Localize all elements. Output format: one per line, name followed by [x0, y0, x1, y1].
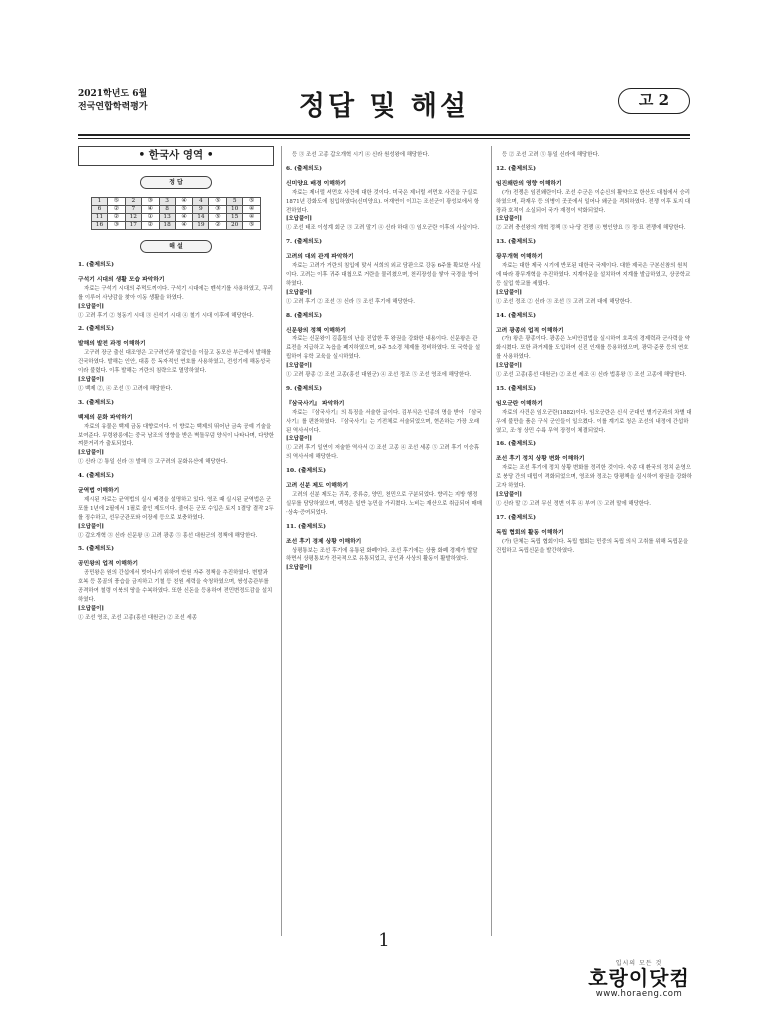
answer-cell: ⑤ — [108, 198, 126, 206]
wrong-answer-label: [오답풀이] — [286, 565, 312, 572]
question-number: 10. (출제의도) — [286, 468, 326, 475]
question-topic: 신미양요 배경 이해하기 — [286, 180, 347, 187]
question-number: 15. (출제의도) — [496, 385, 536, 392]
question-number: 5. (출제의도) — [78, 546, 114, 553]
explanation-text: 자료는 제너럴 셔먼호 사건에 대한 것이다. 미국은 제너럴 셔먼호 사건을 구실로 1871년 강화도에 침입하였다(신미양요). 어재연이 이끄는 조선군이 광성보에서 항전하였다. — [286, 189, 480, 214]
question-number-cell: 7 — [125, 206, 141, 214]
question-number: 11. (출제의도) — [286, 523, 326, 530]
logo-url: www.horaeng.com — [595, 989, 683, 999]
explanation-item — [286, 467, 482, 518]
question-number: 12. (출제의도) — [496, 165, 536, 172]
explanation-text: 제시된 자료는 균역법의 실시 배경을 설명하고 있다. 영조 때 실시된 균역법은 군포를 1년에 2필에서 1필로 줄인 제도이다. 줄어든 군포 수입은 토지 1결당 결작 2두를 징수하고, 선무군관포와 어장세 등으로 보충하였다. — [78, 496, 274, 521]
question-number-cell: 15 — [227, 214, 243, 222]
grade-badge: 고 2 — [618, 88, 690, 114]
answer-label: 정 답 — [140, 176, 212, 189]
answer-cell: ② — [141, 222, 159, 230]
section-banner: • 한국사 영역 • — [78, 146, 274, 166]
answer-cell: ④ — [175, 214, 193, 222]
answer-cell: ① — [141, 214, 159, 222]
question-number: 3. (출제의도) — [78, 399, 114, 406]
header-rule-thick — [78, 134, 690, 136]
question-number-cell: 2 — [125, 198, 141, 206]
question-number: 9. (출제의도) — [286, 385, 322, 392]
explanation-text: 자료의 유물은 백제 금동 대향로이다. 이 향로는 백제의 뛰어난 금속 공예 기술을 보여준다. 무령왕릉에는 중국 남조의 영향을 받은 벽돌무덤 양식이 나타나며, 다양한 껴묻거리가 출토되었다. — [78, 423, 274, 448]
explanation-text: 고구려 장군 출신 대조영은 고구려인과 말갈인을 이끌고 동모산 부근에서 발해를 건국하였다. 발해는 인안, 대흥 등 독자적인 연호를 사용하였고, 전성기에 해동성국이라 불렸다. 이후 발해는 거란의 침략으로 멸망하였다. — [78, 350, 272, 375]
question-topic: 고려 광종의 업적 이해하기 — [496, 327, 564, 334]
explanation-item — [496, 151, 692, 160]
question-topic: 조선 후기 정치 상황 변화 이해하기 — [496, 456, 585, 463]
explanation-item — [78, 325, 274, 393]
wrong-answer-text: ① 조선 고종(흥선 대원군) ② 조선 세조 ④ 신라 법흥왕 ⑤ 조선 고종에 해당한다. — [496, 372, 687, 379]
question-number-cell: 6 — [92, 206, 108, 214]
answer-cell: ④ — [243, 214, 261, 222]
question-topic: 임진왜란의 영향 이해하기 — [496, 180, 562, 187]
question-topic: 광무개혁 이해하기 — [496, 254, 543, 261]
page-number: 1 — [378, 930, 390, 951]
explanation-text: 자료는 대한 제국 시기에 반포된 대한국 국제이다. 대한 제국은 구본신참의 원칙에 따라 광무개혁을 추진하였다. 지계아문을 설치하여 지계를 발급하였고, 상공학교 등 실업 학교를 세웠다. — [496, 263, 691, 287]
question-number-cell: 17 — [125, 222, 141, 230]
explanation-text: 자료의 사건은 임오군란(1882)이다. 임오군란은 신식 군대인 별기군과의 차별 대우에 불만을 품은 구식 군인들이 일으켰다. 이를 계기로 청은 조선의 내정에 간섭하였고, 조·청 상민 수륙 무역 장정이 체결되었다. — [496, 409, 692, 434]
question-number: 13. (출제의도) — [496, 239, 536, 246]
column-divider — [281, 146, 282, 936]
question-topic: 임오군란 이해하기 — [496, 400, 543, 407]
explanation-item — [496, 165, 692, 233]
explanation-item — [78, 472, 274, 540]
question-number: 1. (출제의도) — [78, 262, 114, 268]
logo-slogan: 입시의 모든 것 — [615, 960, 663, 967]
question-number-cell: 20 — [227, 222, 243, 230]
question-number-cell: 16 — [92, 222, 108, 230]
wrong-answer-text: ① 고려 광종 ② 조선 고종(흥선 대원군) ④ 조선 정조 ⑤ 조선 영조에 해당한다. — [286, 372, 472, 379]
logo-brand: 호랑이닷컴 — [588, 966, 690, 990]
exam-year-month: 2021학년도 6월 — [78, 89, 148, 99]
answer-cell: ④ — [141, 206, 159, 214]
answer-cell: ④ — [175, 198, 193, 206]
explanation-item — [78, 545, 274, 622]
explanation-item — [286, 523, 482, 574]
answer-cell: ③ — [141, 198, 159, 206]
answer-cell: ② — [209, 222, 227, 230]
answer-cell: ② — [108, 206, 126, 214]
question-number: 17. (출제의도) — [496, 514, 536, 521]
wrong-answer-text: ① 신라 ② 통일 신라 ③ 발해 ⑤ 고구려의 문화유산에 해당한다. — [78, 459, 228, 466]
answer-cell: ③ — [108, 222, 126, 230]
question-number-cell: 10 — [227, 206, 243, 214]
answer-cell: ⑤ — [209, 214, 227, 222]
explanation-item — [496, 238, 692, 306]
question-topic: 『삼국사기』 파악하기 — [286, 400, 345, 407]
explanation-text: (가) 전쟁은 임진왜란이다. 조선 수군은 이순신의 활약으로 한산도 대첩에서 승리하였으며, 곽재우 등 의병이 곳곳에서 일어나 왜군을 격퇴하였다. 전쟁 이후 토지 대장과 호적이 소실되어 국가 재정이 악화되었다. — [496, 189, 691, 214]
explanation-text: (가) 단체는 독립 협회이다. 독립 협회는 민중의 독립 의식 고취를 위해 독립문을 건립하고 독립신문을 발간하였다. — [496, 538, 689, 554]
question-number-cell: 12 — [125, 214, 141, 222]
question-number-cell: 5 — [227, 198, 243, 206]
explanation-text: 자료는 구석기 시대의 주먹도끼이다. 구석기 시대에는 뗀석기를 사용하였고, 무리를 이루어 사냥감을 찾아 이동 생활을 하였다. — [78, 285, 273, 301]
header-rule-thin — [78, 138, 690, 139]
wrong-answer-label: [오답풀이] — [286, 216, 312, 223]
column-1 — [78, 146, 274, 623]
answer-cell: ⑤ — [243, 198, 261, 206]
explanation-text: 등 ② 조선 고려 ⑤ 통일 신라에 해당한다. — [502, 152, 600, 158]
wrong-answer-text: ① 고려 후기 ② 청동기 시대 ③ 신석기 시대 ④ 철기 시대 이후에 해당한다. — [78, 312, 254, 319]
question-number-cell: 8 — [159, 206, 175, 214]
wrong-answer-label: [오답풀이] — [286, 363, 312, 370]
answer-cell: ⑤ — [209, 198, 227, 206]
question-topic: 공민왕의 업적 이해하기 — [78, 561, 139, 568]
wrong-answer-label: [오답풀이] — [286, 436, 312, 443]
question-number: 14. (출제의도) — [496, 312, 536, 319]
wrong-answer-label: [오답풀이] — [78, 523, 104, 530]
question-topic: 독립 협회의 활동 이해하기 — [496, 529, 564, 536]
answer-row — [92, 198, 261, 206]
explanation-item — [496, 385, 692, 436]
question-topic: 균역법 이해하기 — [78, 488, 120, 495]
wrong-answer-text: ① 조선 태조 이성계 회군 ③ 고려 말기 ④ 신라 하대 ⑤ 임오군란 이후의 사실이다. — [286, 225, 480, 232]
explanation-text: 자료는 『삼국사기』의 특징을 서술한 글이다. 김부식은 인종의 명을 받아 『삼국사기』를 편찬하였다. 『삼국사기』는 기전체로 서술되었으며, 현존하는 가장 오래된 역사서이다. — [286, 409, 482, 434]
explanation-text: 자료는 고려가 거란의 침입에 맞서 서희의 외교 담판으로 강동 6주를 확보한 사실이다. 고려는 이후 귀주 대첩으로 거란을 물리쳤으며, 천리장성을 쌓아 국경을 방어하였다. — [286, 263, 481, 287]
question-number-cell: 4 — [193, 198, 209, 206]
question-number: 7. (출제의도) — [286, 239, 322, 246]
explanation-text: 자료는 조선 후기에 정치 상황 변화를 정리한 것이다. 숙종 대 환국의 정치 운영으로 붕당 간의 대립이 격화되었으며, 영조와 정조는 탕평책을 실시하여 왕권을 강화하고자 하였다. — [496, 465, 692, 490]
wrong-answer-label: [오답풀이] — [496, 216, 522, 223]
explanation-text: 등 ③ 조선 고종 갑오개혁 시기 ④ 신라 원성왕에 해당한다. — [292, 152, 430, 158]
explanation-item — [286, 312, 482, 380]
question-number-cell: 11 — [92, 214, 108, 222]
wrong-answer-text: ① 조선 영조, 조선 고종(흥선 대원군) ② 조선 세종 — [78, 614, 197, 621]
answer-cell: ④ — [175, 222, 193, 230]
wrong-answer-label: [오답풀이] — [496, 363, 522, 370]
wrong-answer-label: [오답풀이] — [78, 450, 104, 457]
exam-name: 전국연합학력평가 — [78, 102, 148, 112]
question-number: 16. (출제의도) — [496, 441, 536, 448]
wrong-answer-label: [오답풀이] — [496, 289, 522, 296]
answer-row — [92, 206, 261, 214]
question-topic: 신문왕의 정책 이해하기 — [286, 327, 347, 334]
brand-logo — [583, 958, 695, 1014]
explanation-item — [496, 440, 692, 508]
page-title: 정답 및 해설 — [298, 91, 470, 122]
wrong-answer-label: [오답풀이] — [286, 289, 312, 296]
explanation-item — [78, 261, 274, 320]
explanation-label: 해 설 — [140, 240, 212, 253]
wrong-answer-text: ① 고려 후기 일연이 저술한 역사서 ② 조선 고종 ④ 조선 세종 ⑤ 고려 후기 이승휴의 역사서에 해당한다. — [286, 445, 480, 461]
column-divider — [491, 146, 492, 936]
wrong-answer-label: [오답풀이] — [496, 492, 522, 498]
question-number: 4. (출제의도) — [78, 473, 114, 480]
column-3 — [496, 146, 692, 555]
wrong-answer-label: [오답풀이] — [78, 303, 104, 310]
explanation-text: 자료는 신문왕이 김흠돌의 난을 진압한 후 왕권을 강화한 내용이다. 신문왕은 관료전을 지급하고 녹읍을 폐지하였으며, 9주 5소경 체제를 정비하였다. 또 국학을 설립하여 유학 교육을 실시하였다. — [286, 336, 481, 361]
question-number: 8. (출제의도) — [286, 312, 322, 319]
wrong-answer-text: ① 조선 정조 ② 신라 ③ 조선 ⑤ 고려 고려 대에 해당한다. — [496, 298, 632, 305]
wrong-answer-text: ① 백제 ②, ④ 조선 ⑤ 고려에 해당한다. — [78, 385, 173, 392]
question-topic: 백제의 문화 파악하기 — [78, 414, 133, 421]
question-number: 6. (출제의도) — [286, 165, 322, 172]
question-topic: 고려의 대외 관계 파악하기 — [286, 254, 354, 261]
wrong-answer-label: [오답풀이] — [78, 605, 104, 612]
wrong-answer-text: ① 고려 후기 ② 조선 ③ 신라 ⑤ 조선 후기에 해당한다. — [286, 298, 415, 305]
question-number-cell: 18 — [159, 222, 175, 230]
wrong-answer-label: [오답풀이] — [78, 376, 104, 383]
explanation-item — [496, 514, 692, 556]
wrong-answer-text: ② 고려 충선왕의 개혁 정책 ③ 나·당 전쟁 ④ 병인양요 ⑤ 정·묘 전쟁에 해당한다. — [496, 225, 686, 232]
question-number-cell: 3 — [159, 198, 175, 206]
explanation-item — [286, 165, 482, 233]
question-number-cell: 9 — [193, 206, 209, 214]
answer-row — [92, 214, 261, 222]
explanation-item — [496, 312, 692, 380]
answer-cell: ② — [108, 214, 126, 222]
explanation-item — [286, 385, 482, 462]
answer-row — [92, 222, 261, 230]
question-topic: 고려 신분 제도 이해하기 — [286, 483, 349, 490]
question-topic: 발해의 발전 과정 이해하기 — [78, 341, 146, 348]
answer-cell: ⑤ — [175, 206, 193, 214]
page-header — [78, 86, 690, 126]
question-number-cell: 13 — [159, 214, 175, 222]
explanation-item — [286, 151, 482, 160]
question-number-cell: 19 — [193, 222, 209, 230]
wrong-answer-text: ① 갑오개혁 ③ 신라 신문왕 ④ 고려 광종 ⑤ 흥선 대원군의 정책에 해당한다. — [78, 532, 258, 539]
question-number: 2. (출제의도) — [78, 326, 114, 333]
question-number-cell: 1 — [92, 198, 108, 206]
explanation-text: 상평통보는 조선 후기에 유통된 화폐이다. 조선 후기에는 상품 화폐 경제가 발달하면서 상평통보가 전국적으로 유통되었고, 공인과 사상의 활동이 활발하였다. — [286, 547, 478, 563]
answer-cell: ③ — [209, 206, 227, 214]
column-2 — [286, 146, 482, 573]
answer-table — [91, 197, 261, 230]
explanation-text: 고려의 신분 제도는 귀족, 중류층, 양민, 천민으로 구분되었다. 향리는 지방 행정 실무를 담당하였으며, 백정은 일반 농민을 가리켰다. 노비는 재산으로 취급되어 매매·상속·증여되었다. — [286, 492, 482, 516]
question-number-cell: 14 — [193, 214, 209, 222]
explanation-text: 공민왕은 원의 간섭에서 벗어나기 위하여 반원 자주 정책을 추진하였다. 변발과 호복 등 몽골의 풍습을 금지하고 기철 등 친원 세력을 숙청하였으며, 쌍성총관부를 공격하여 철령 이북의 땅을 수복하였다. 또한 신돈을 등용하여 전민변정도감을 설치하였다. — [78, 570, 273, 603]
answer-cell: ⑤ — [243, 222, 261, 230]
explanation-item — [78, 399, 274, 467]
answer-cell: ④ — [243, 206, 261, 214]
explanation-item — [286, 238, 482, 306]
question-topic: 구석기 시대의 생활 모습 파악하기 — [78, 276, 165, 283]
question-topic: 조선 후기 경제 상황 이해하기 — [286, 538, 362, 545]
explanation-text: (가) 왕은 광종이다. 광종은 노비안검법을 실시하여 호족의 경제력과 군사력을 약화시켰다. 또한 과거제를 도입하여 신진 인재를 등용하였으며, 광덕·준풍 등의 연호를 사용하였다. — [496, 336, 690, 361]
wrong-answer-text: ① 신라 말 ② 고려 무신 정변 이후 ④ 부여 ⑤ 고려 말에 해당한다. — [496, 500, 651, 507]
